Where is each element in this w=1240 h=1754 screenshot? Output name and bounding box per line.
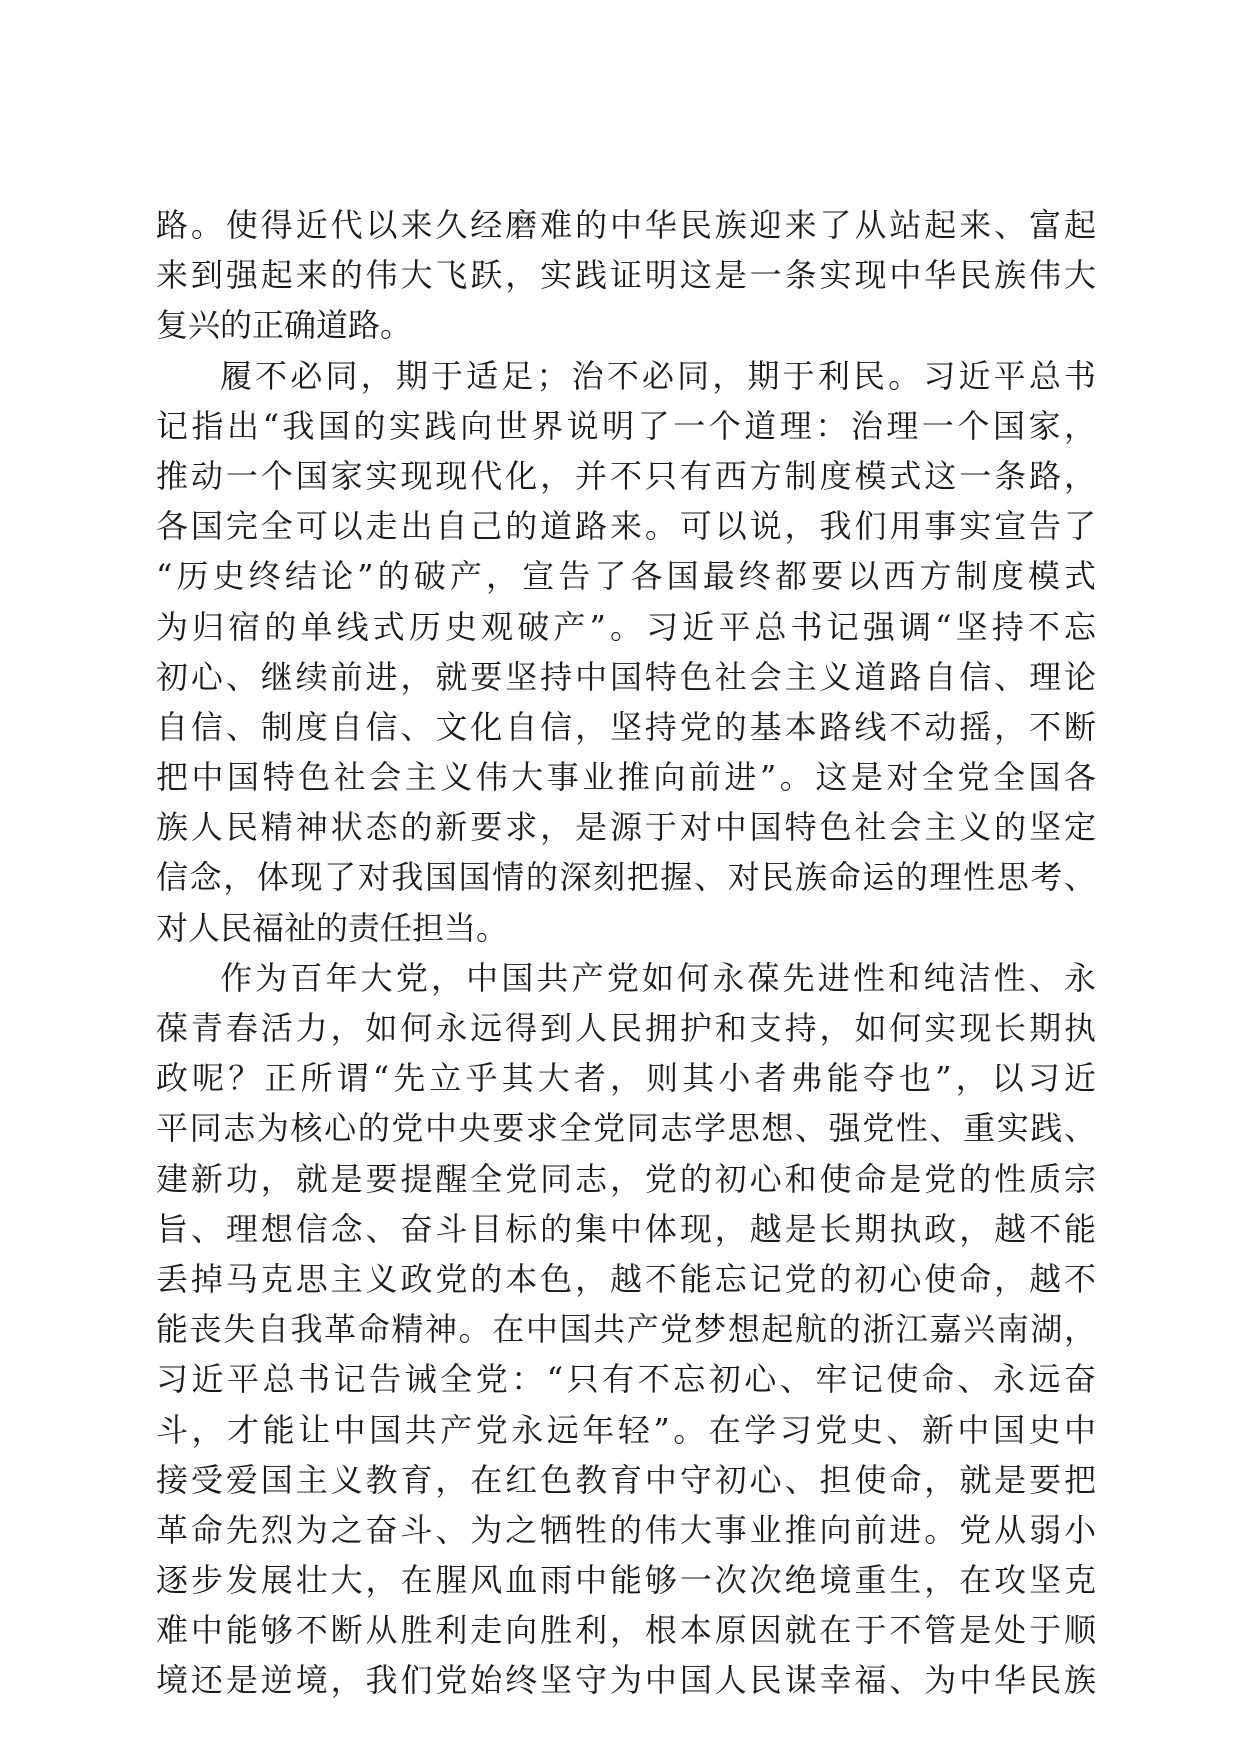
document-body xyxy=(156,200,1096,1706)
text-line: 来到强起来的伟大飞跃，实践证明这是一条实现中华民族伟大 xyxy=(156,256,1096,295)
text-line: 建新功，就是要提醒全党同志，党的初心和使命是党的性质宗 xyxy=(156,1159,1096,1198)
text-line: 能丧失自我革命精神。在中国共产党梦想起航的浙江嘉兴南湖， xyxy=(156,1310,1096,1349)
text-line: 把中国特色社会主义伟大事业推向前进”。这是对全党全国各 xyxy=(156,758,1096,797)
text-line: 接受爱国主义教育，在红色教育中守初心、担使命，就是要把 xyxy=(156,1460,1096,1499)
text-line: 记指出“我国的实践向世界说明了一个道理：治理一个国家， xyxy=(156,406,1096,445)
text-line: 路。使得近代以来久经磨难的中华民族迎来了从站起来、富起 xyxy=(156,206,1096,244)
text-line: 推动一个国家实现现代化，并不只有西方制度模式这一条路， xyxy=(156,456,1096,495)
text-line: 葆青春活力，如何永远得到人民拥护和支持，如何实现长期执 xyxy=(156,1009,1096,1047)
text-line: 境还是逆境，我们党始终坚守为中国人民谋幸福、为中华民族 xyxy=(156,1661,1096,1700)
text-line: 为归宿的单线式历史观破产”。习近平总书记强调“坚持不忘 xyxy=(156,607,1096,646)
text-line: 作为百年大党，中国共产党如何永葆先进性和纯洁性、永 xyxy=(220,958,1096,997)
text-line: 信念，体现了对我国国情的深刻把握、对民族命运的理性思考、 xyxy=(156,858,1096,897)
text-line: 族人民精神状态的新要求，是源于对中国特色社会主义的坚定 xyxy=(156,808,1096,847)
paragraph xyxy=(156,953,1096,1706)
text-line: 难中能够不断从胜利走向胜利，根本原因就在于不管是处于顺 xyxy=(156,1611,1096,1650)
text-line: 革命先烈为之奋斗、为之牺牲的伟大事业推向前进。党从弱小 xyxy=(156,1510,1096,1549)
text-line: 斗，才能让中国共产党永远年轻”。在学习党史、新中国史中 xyxy=(156,1410,1096,1449)
text-line: 平同志为核心的党中央要求全党同志学思想、强党性、重实践、 xyxy=(156,1109,1096,1148)
text-line: 自信、制度自信、文化自信，坚持党的基本路线不动摇，不断 xyxy=(156,707,1096,746)
text-line: 履不必同，期于适足；治不必同，期于利民。习近平总书 xyxy=(220,356,1096,395)
text-line: 政呢？正所谓“先立乎其大者，则其小者弗能夺也”，以习近 xyxy=(156,1059,1096,1098)
paragraph xyxy=(156,200,1096,351)
text-line: 习近平总书记告诫全党：“只有不忘初心、牢记使命、永远奋 xyxy=(156,1360,1096,1399)
text-line: 丢掉马克思主义政党的本色，越不能忘记党的初心使命，越不 xyxy=(156,1259,1096,1298)
text-line: 复兴的正确道路。 xyxy=(156,306,413,345)
text-line: 逐步发展壮大，在腥风血雨中能够一次次绝境重生，在攻坚克 xyxy=(156,1561,1096,1600)
paragraph xyxy=(156,351,1096,953)
text-line: “历史终结论”的破产，宣告了各国最终都要以西方制度模式 xyxy=(156,557,1096,596)
text-line: 对人民福祉的责任担当。 xyxy=(156,908,509,947)
text-line: 旨、理想信念、奋斗目标的集中体现，越是长期执政，越不能 xyxy=(156,1209,1096,1248)
text-line: 各国完全可以走出自己的道路来。可以说，我们用事实宣告了 xyxy=(156,507,1096,546)
text-line: 初心、继续前进，就要坚持中国特色社会主义道路自信、理论 xyxy=(156,657,1096,696)
